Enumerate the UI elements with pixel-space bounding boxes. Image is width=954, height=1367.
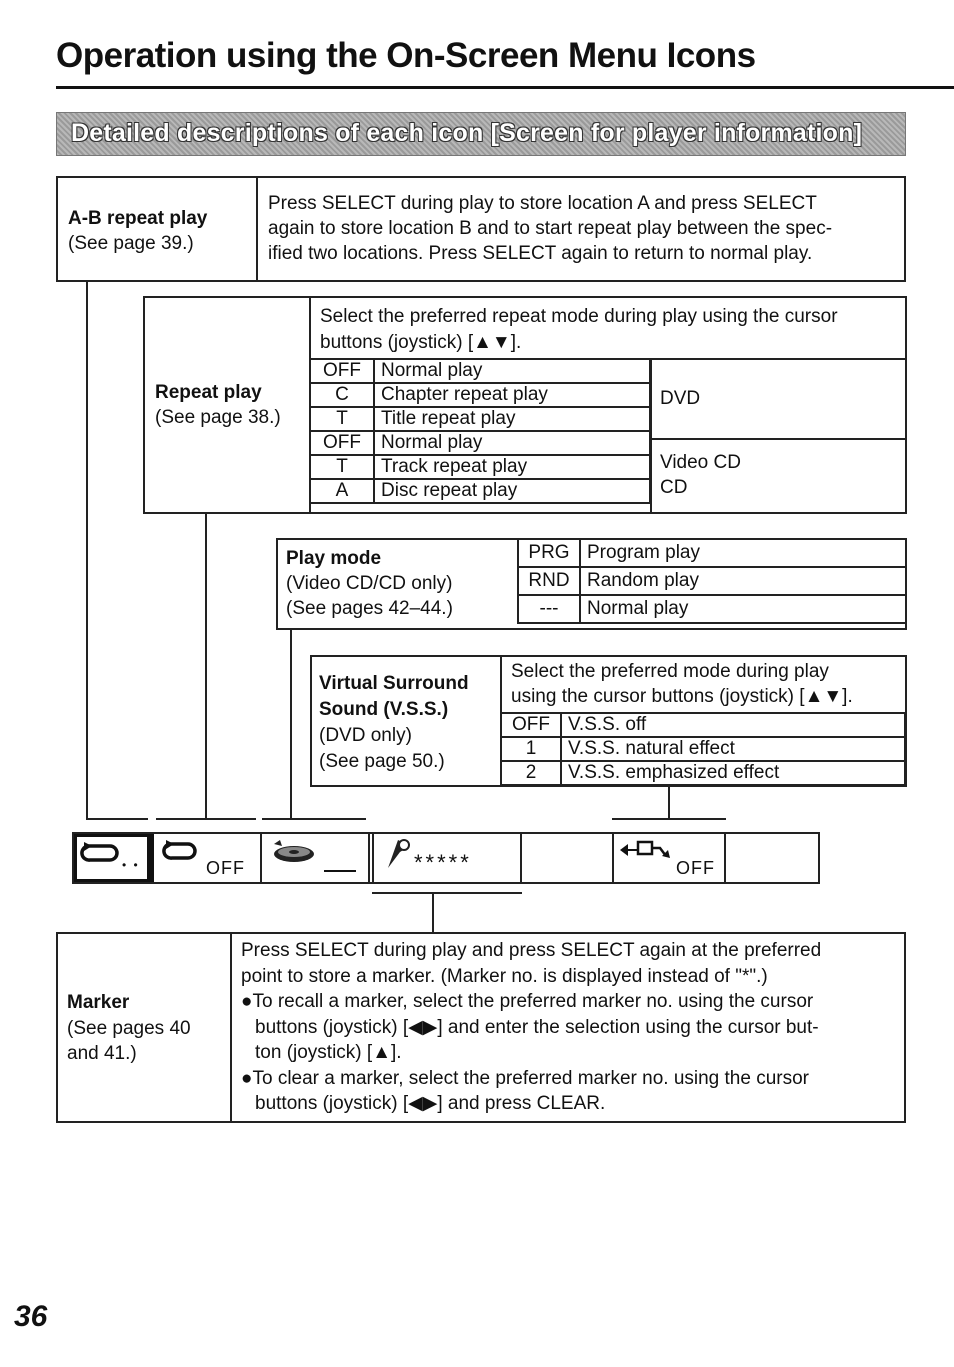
mode-code: RND xyxy=(518,567,580,595)
marker-desc-2: point to store a marker. (Marker no. is displayed instead of "*".) xyxy=(241,966,768,987)
mode-text: Random play xyxy=(580,567,906,595)
vss-table xyxy=(500,712,906,786)
section-banner xyxy=(56,112,906,156)
play-mode-box xyxy=(276,538,907,630)
vss-box xyxy=(310,655,907,787)
repeat-cell[interactable] xyxy=(158,834,262,882)
title-rule xyxy=(56,86,954,89)
ab-repeat-desc-3: ified two locations. Press SELECT again to return to normal play. xyxy=(268,243,813,264)
mode-code: T xyxy=(310,455,374,479)
marker-desc-1: Press SELECT during play and press SELECT again at the preferred xyxy=(241,940,822,961)
ab-repeat-cell[interactable] xyxy=(74,834,154,882)
on-screen-icon-bar xyxy=(72,832,820,884)
table-row xyxy=(310,431,650,455)
play-mode-disc-icon xyxy=(268,838,318,866)
page-title: Operation using the On-Screen Menu Icons xyxy=(56,36,756,75)
ab-repeat-ref: (See page 39.) xyxy=(68,233,194,254)
ab-repeat-desc-2: again to store location B and to start repeat play between the spec- xyxy=(268,218,833,239)
vss-ref: (See page 50.) xyxy=(319,751,445,772)
ab-repeat-label: A-B repeat play xyxy=(68,208,208,229)
marker-box xyxy=(56,932,906,1123)
vss-note: (DVD only) xyxy=(319,725,412,746)
vss-icon xyxy=(618,838,674,862)
marker-cell[interactable] xyxy=(372,834,522,882)
mode-text: Normal play xyxy=(580,595,906,623)
bracket-playmode xyxy=(262,818,366,820)
marker-ref-2: and 41.) xyxy=(67,1043,137,1064)
table-row xyxy=(501,713,905,737)
play-mode-blank xyxy=(324,870,356,872)
connector-ab xyxy=(86,282,88,818)
ab-repeat-desc-1: Press SELECT during play to store location A and press SELECT xyxy=(268,193,817,214)
vss-desc-2: using the cursor buttons (joystick) [▲▼]. xyxy=(511,686,853,707)
table-row xyxy=(310,479,650,503)
mode-text: Disc repeat play xyxy=(374,479,650,503)
connector-marker xyxy=(432,892,434,932)
mode-code: 2 xyxy=(501,761,561,785)
repeat-play-box xyxy=(143,296,907,514)
mode-text: V.S.S. natural effect xyxy=(561,737,905,761)
mode-code: OFF xyxy=(310,431,374,455)
play-mode-cell[interactable] xyxy=(262,834,370,882)
repeat-play-label: Repeat play xyxy=(155,382,262,403)
connector-playmode xyxy=(290,630,292,818)
bracket-marker xyxy=(372,892,522,894)
mode-text: Track repeat play xyxy=(374,455,650,479)
mode-code: T xyxy=(310,407,374,431)
play-mode-table xyxy=(517,538,907,624)
table-row xyxy=(518,595,906,623)
vss-desc-1: Select the preferred mode during play xyxy=(511,661,829,682)
table-row xyxy=(518,567,906,595)
disc-type-dvd: DVD xyxy=(660,388,701,409)
repeat-icon xyxy=(162,838,198,864)
mode-text: Normal play xyxy=(374,359,650,383)
repeat-play-desc-1: Select the preferred repeat mode during play using the cursor xyxy=(320,306,838,327)
play-mode-ref: (See pages 42–44.) xyxy=(286,598,453,619)
bracket-vss xyxy=(612,818,726,820)
vss-cell[interactable] xyxy=(612,834,726,882)
mode-code: OFF xyxy=(501,713,561,737)
disc-type-vcd: Video CD xyxy=(660,452,741,473)
mode-code: A xyxy=(310,479,374,503)
mode-text: V.S.S. off xyxy=(561,713,905,737)
mode-code: PRG xyxy=(518,539,580,567)
connector-repeat xyxy=(205,512,207,818)
table-row xyxy=(310,383,650,407)
divider xyxy=(650,358,652,512)
marker-label: Marker xyxy=(67,992,130,1013)
marker-desc-7: buttons (joystick) [◀▶] and press CLEAR. xyxy=(255,1093,606,1114)
mode-text: Title repeat play xyxy=(374,407,650,431)
repeat-off-text: OFF xyxy=(206,858,245,878)
table-row xyxy=(501,761,905,785)
mode-code: 1 xyxy=(501,737,561,761)
section-banner-text: Detailed descriptions of each icon [Screen for player information] xyxy=(71,119,863,147)
mode-text: Program play xyxy=(580,539,906,567)
marker-desc-5: ton (joystick) [▲]. xyxy=(255,1042,402,1063)
repeat-play-desc-2: buttons (joystick) [▲▼]. xyxy=(320,332,522,353)
table-row xyxy=(310,455,650,479)
mode-text: Chapter repeat play xyxy=(374,383,650,407)
marker-icon xyxy=(384,836,414,870)
divider xyxy=(256,178,258,280)
table-row xyxy=(518,539,906,567)
ab-repeat-icon xyxy=(80,840,120,866)
ab-repeat-box xyxy=(56,176,906,282)
mode-code: OFF xyxy=(310,359,374,383)
marker-desc-6: ●To clear a marker, select the preferred marker no. using the cursor xyxy=(241,1068,809,1089)
table-row xyxy=(501,737,905,761)
vss-off-text: OFF xyxy=(676,858,715,878)
play-mode-label: Play mode xyxy=(286,548,382,569)
repeat-mode-table xyxy=(309,358,651,504)
mode-code: --- xyxy=(518,595,580,623)
page-number: 36 xyxy=(14,1300,48,1333)
marker-desc-4: buttons (joystick) [◀▶] and enter the selection using the cursor but- xyxy=(255,1017,819,1038)
repeat-play-ref: (See page 38.) xyxy=(155,407,281,428)
play-mode-note: (Video CD/CD only) xyxy=(286,573,453,594)
table-row xyxy=(310,407,650,431)
ab-dots: • • xyxy=(122,858,140,872)
marker-stars: ***** xyxy=(414,850,472,875)
bracket-repeat xyxy=(156,818,256,820)
disc-type-cd: CD xyxy=(660,477,688,498)
vss-label-2: Sound (V.S.S.) xyxy=(319,699,449,720)
connector-vss xyxy=(668,786,670,818)
vss-label-1: Virtual Surround xyxy=(319,673,469,694)
marker-desc-3: ●To recall a marker, select the preferred marker no. using the cursor xyxy=(241,991,814,1012)
mode-text: Normal play xyxy=(374,431,650,455)
table-row xyxy=(310,359,650,383)
bracket-ab xyxy=(86,818,148,820)
mode-text: V.S.S. emphasized effect xyxy=(561,761,905,785)
marker-ref-1: (See pages 40 xyxy=(67,1018,191,1039)
mode-code: C xyxy=(310,383,374,407)
divider xyxy=(650,438,905,440)
divider xyxy=(230,934,232,1121)
